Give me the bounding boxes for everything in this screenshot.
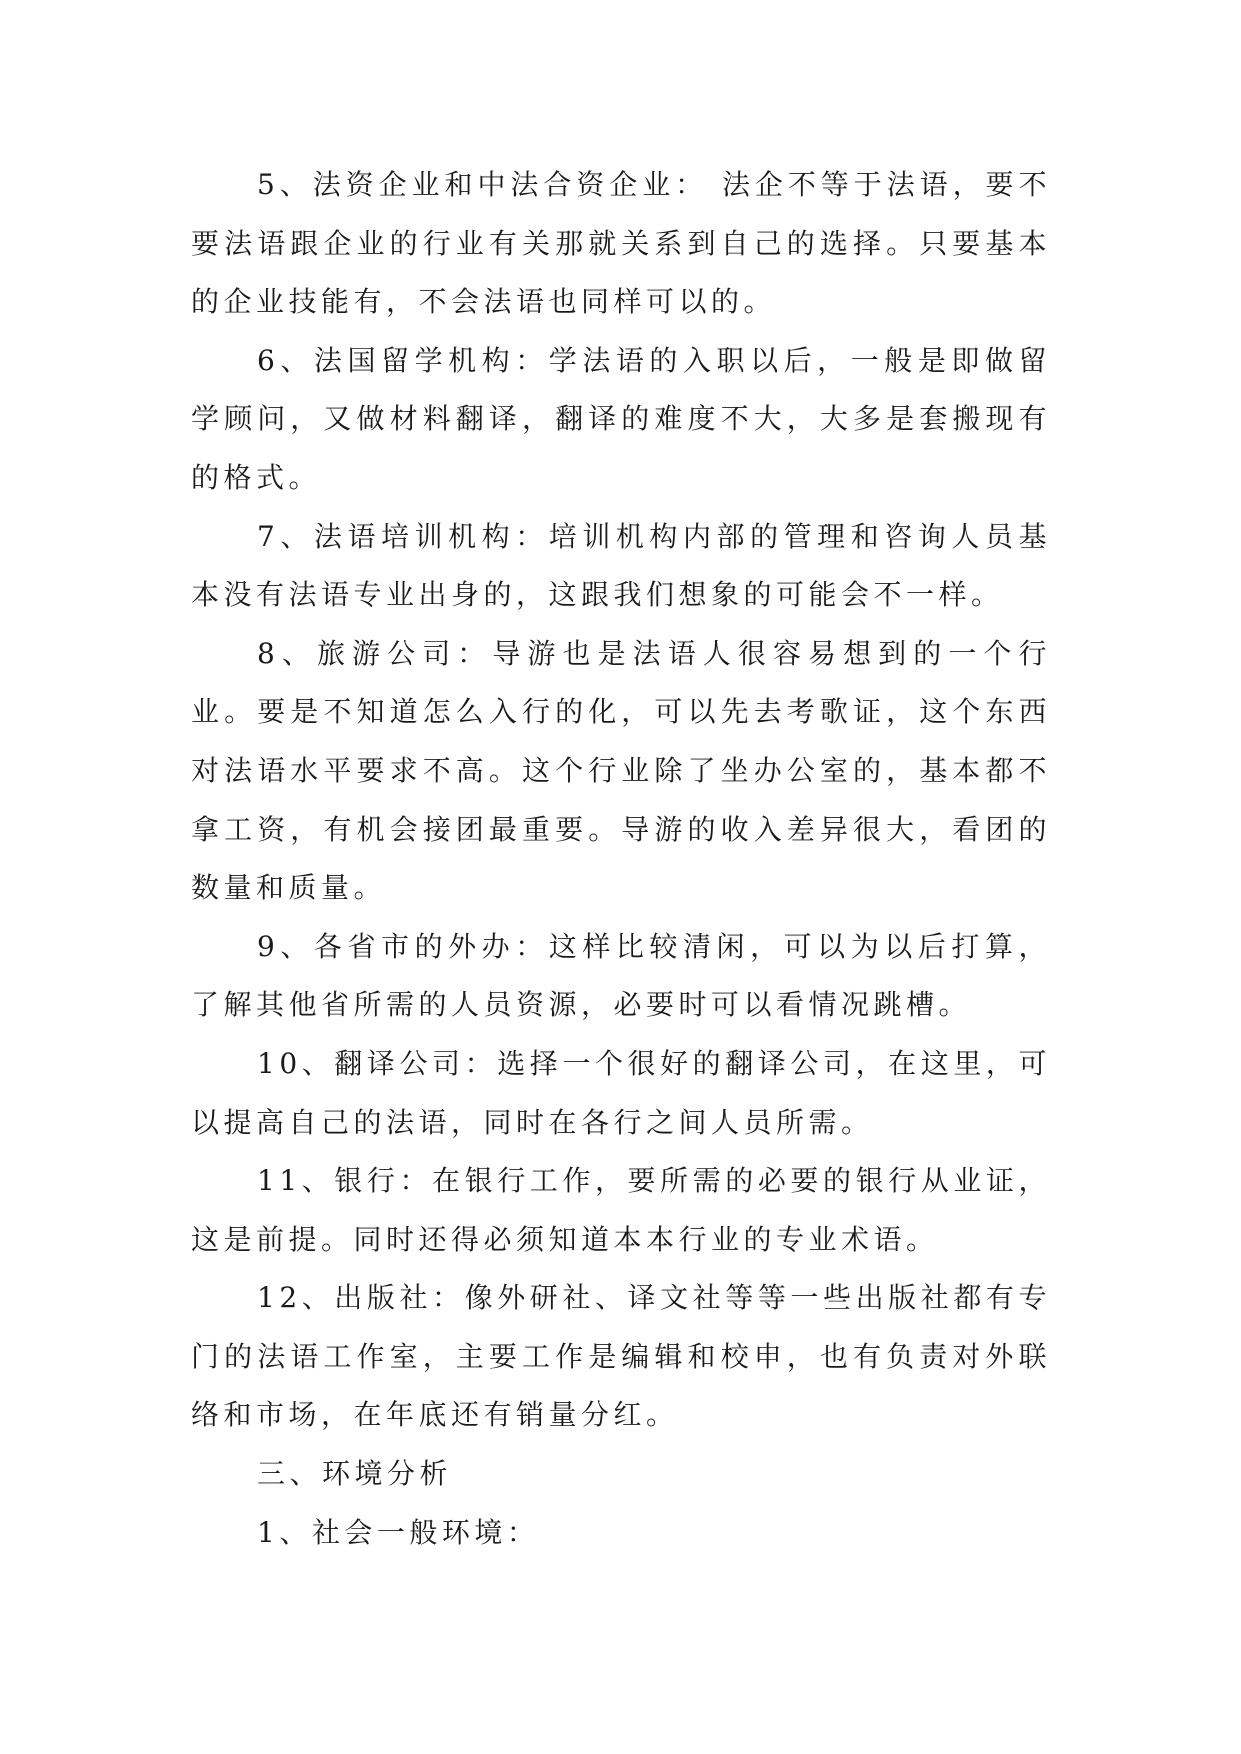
paragraph-item-10: 10、翻译公司：选择一个很好的翻译公司，在这里，可以提高自己的法语，同时在各行之间人员所需。: [191, 1046, 1051, 1139]
paragraph-item-12: 12、出版社：像外研社、译文社等等一些出版社都有专门的法语工作室，主要工作是编辑和校申，也有负责对外联络和市场，在年底还有销量分红。: [191, 1281, 1051, 1432]
paragraph-item-11: 11、银行：在银行工作，要所需的必要的银行从业证，这是前提。同时还得必须知道本本行业的专业术语。: [191, 1164, 1051, 1256]
paragraph-item-7: 7、法语培训机构：培训机构内部的管理和咨询人员基本没有法语专业出身的，这跟我们想象的可能会不一样。: [191, 519, 1051, 612]
paragraph-item-9: 9、各省市的外办：这样比较清闲，可以为以后打算，了解其他省所需的人员资源，必要时可以看情况跳槽。: [191, 929, 1051, 1022]
subsection-heading: 1、社会一般环境：: [257, 1515, 540, 1549]
document-body: [191, 156, 1051, 1562]
paragraph-item-5: 5、法资企业和中法合资企业： 法企不等于法语，要不要法语跟企业的行业有关那就关系到自己的选择。只要基本的企业技能有，不会法语也同样可以的。: [191, 168, 1051, 319]
paragraph-item-6: 6、法国留学机构：学法语的入职以后，一般是即做留学顾问，又做材料翻译，翻译的难度不大，大多是套搬现有的格式。: [191, 343, 1051, 494]
section-heading: 三、环境分析: [257, 1457, 453, 1491]
paragraph-item-8: 8、旅游公司：导游也是法语人很容易想到的一个行业。要是不知道怎么入行的化，可以先去考歌证，这个东西对法语水平要求不高。这个行业除了坐办公室的，基本都不拿工资，有机会接团最重要。导游的收入差异很大，看团的数量和质量。: [191, 636, 1051, 905]
